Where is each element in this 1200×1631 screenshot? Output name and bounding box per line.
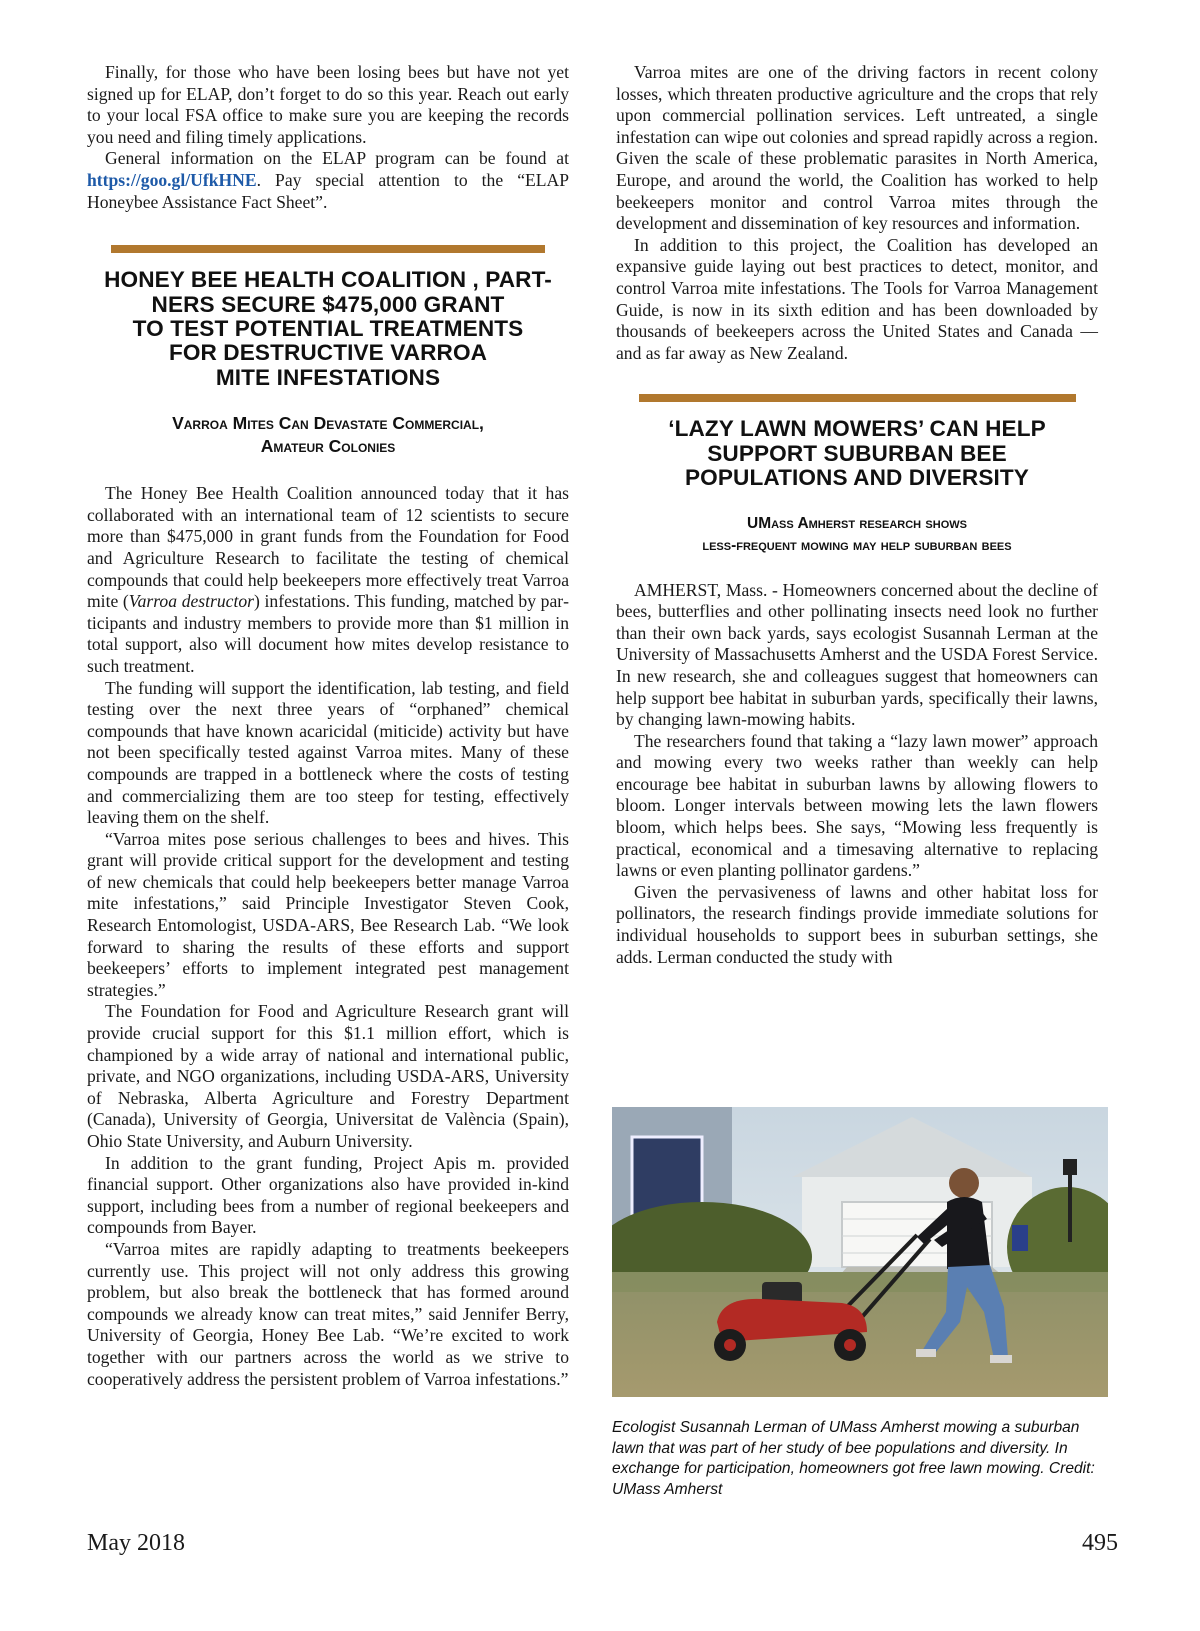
grant-subhead-line: Varroa Mites Can Devastate Commercial, (172, 413, 484, 434)
intro-text-before-link: General information on the ELAP program can be found at (105, 148, 569, 169)
intro-paragraph-2 (87, 148, 569, 213)
lawn-headline-line: ‘LAZY LAWN MOWERS’ CAN HELP (668, 416, 1046, 442)
varroa-continued-paragraph-2: In addition to this project, the Coalition has developed an expansive guide laying out best practices to detect, monitor, and control Varroa mite infestations. The Tools for Varroa Management Guide, is now in its sixth edition and has been downloaded by thousands of beekeepers across the United States and Canada — and as far away as New Zealand. (616, 234, 1098, 363)
grant-headline-line: MITE INFESTATIONS (215, 364, 441, 390)
issue-date: May 2018 (87, 1530, 185, 1556)
left-column (87, 62, 569, 1390)
lawn-paragraph-2: The researchers found that taking a “lazy lawn mower” approach and mowing every two weeks rather than weekly can help encourage bee habitat in suburban lawns by allowing flowers to bloom. Longer intervals between mowing lets the lawn flowers bloom, which helps bees. She says, “Mowing less frequently is practical, economical and a timesaving alternative to replacing lawns or even planting pollinator gardens.” (616, 730, 1098, 881)
grant-paragraph-1 (87, 483, 569, 677)
lawn-paragraph-3: Given the pervasiveness of lawns and other habitat loss for pollinators, the research findings provide immediate solutions for individual households to support bees in suburban settings, she adds. Lerman conducted the study with (616, 881, 1098, 967)
grant-headline-line: NERS SECURE $475,000 GRANT (151, 291, 505, 317)
grant-paragraph-5: In addition to the grant funding, Project Apis m. provided financial support. Other organizations also have provided in-kind support, including bees from a number of regional beekeepers and compounds from Bayer. (87, 1152, 569, 1238)
varroa-continued-paragraph-1: Varroa mites are one of the driving factors in recent colony losses, which threaten productive agriculture and the crops that rely upon commercial pollination services. Left untreated, a single infestation can wipe out colonies and spread rapidly across a region. Given the scale of these problematic parasites in North America, Europe, and around the world, the Coalition has worked to help beekeepers monitor and control Varroa mites through the development and dissemination of key resources and information. (616, 62, 1098, 234)
lawn-subhead-line: less-frequent mowing may help suburban bees (702, 536, 1012, 554)
elap-link[interactable]: https://goo.gl/UfkHNE (87, 169, 257, 190)
grant-headline-line: HONEY BEE HEALTH COALITION , PART- (104, 267, 552, 293)
recycling-bin (1012, 1225, 1028, 1251)
intro-text-after-link: . Pay special attention to the “ELAP Honeybee Assistance Fact Sheet”. (87, 169, 569, 212)
grant-paragraph-6: “Varroa mites are rapidly adapting to treatments beekeepers currently use. This project will not only address this growing problem, but also break the bottleneck that has formed around compounds we already know can treat mites,” said Jennifer Berry, University of Georgia, Honey Bee Lab. “We’re excited to work together with our partners across the world as we strive to cooperatively address the persistent problem of Varroa infestations.” (87, 1238, 569, 1389)
grant-headline (87, 268, 569, 390)
photo-caption-block (612, 1418, 1108, 1500)
section-divider-left (111, 245, 545, 253)
grant-headline-line: FOR DESTRUCTIVE VARROA (168, 340, 488, 366)
right-column (616, 62, 1098, 968)
grant-paragraph-1-text: The Honey Bee Health Coalition announced today that it has collaborated with an international team of 12 scientists to secure more than $475,000 in grant funds from the Foundation for Food and Agriculture Research to facilitate the testing of chemical compounds that could help beekeepers more effectively treat Varroa mite ( (87, 483, 569, 612)
grant-paragraph-3: “Varroa mites pose serious challenges to bees and hives. This grant will provide critical support for the development and testing of new chemicals that could help beekeepers better manage Varroa mite infestations,” said Principle Investigator Steven Cook, Research Entomologist, USDA-ARS, Bee Research Lab. “We look forward to sharing the results of these efforts and support beekeepers’ efforts to implement integrated pest management strategies.” (87, 828, 569, 1000)
grant-paragraph-4: The Foundation for Food and Agriculture Research grant will provide crucial support for this $1.1 million effort, which is championed by a wide array of national and international public, private, and NGO organizations, including USDA-ARS, University of Nebraska, Alberta Agriculture and Forestry Department (Canada), University of Georgia, Universitat de València (Spain), Ohio State University, and Auburn University. (87, 1001, 569, 1151)
lawn-mowing-illustration (612, 1107, 1108, 1397)
grant-paragraph-1-text-end: ) infestations. This funding, matched by participants and industry members to provide more than $1 million in total support, also will document how mites develop resistance to such treatment. (87, 591, 569, 676)
intro-paragraph-1: Finally, for those who have been losing bees but have not yet signed up for ELAP, don’t forget to do so this year. Reach out early to your local FSA office to make sure you are keeping the records you need and filing timely applications. (87, 62, 569, 147)
grant-paragraph-2: The funding will support the identification, lab testing, and field testing over the next three years of “orphaned” chemical compounds that have known acaricidal (miticide) activity but have not been specifically tested against Varroa mites. Many of these compounds are trapped in a bottleneck where the costs of testing and commercializing them are too steep for testing, effectively leaving them on the shelf. (87, 677, 569, 828)
species-name: Varroa destructor (128, 591, 255, 612)
lawn-paragraph-1: AMHERST, Mass. - Homeowners concerned about the decline of bees, butterflies and other pollinating insects need look no further than their own back yards, says ecologist Susannah Lerman at the University of Massachusetts Amherst and the USDA Forest Service. In new research, she and colleagues suggest that homeowners can help support bee habitat in suburban yards, specifically their lawns, by changing lawn-mowing habits. (616, 579, 1098, 730)
lawn-subhead (616, 513, 1098, 557)
grant-subhead-line: Amateur Colonies (260, 436, 396, 457)
lawn-headline (616, 417, 1098, 490)
lawn-subhead-line: UMass Amherst research shows (747, 514, 967, 532)
section-divider-right (639, 394, 1076, 402)
photo-caption: Ecologist Susannah Lerman of UMass Amherst mowing a suburban lawn that was part of her study of bee populations and diversity. In exchange for participation, homeowners got free lawn mowing. Credit: UMass Amherst (612, 1419, 1095, 1498)
lawn-mowing-photo (612, 1107, 1108, 1397)
page-number: 495 (1082, 1530, 1118, 1556)
grant-subhead (87, 412, 569, 458)
grant-headline-line: TO TEST POTENTIAL TREATMENTS (132, 315, 524, 341)
lawn-headline-line: POPULATIONS AND DIVERSITY (685, 465, 1029, 491)
lawn-headline-line: SUPPORT SUBURBAN BEE (707, 440, 1007, 466)
